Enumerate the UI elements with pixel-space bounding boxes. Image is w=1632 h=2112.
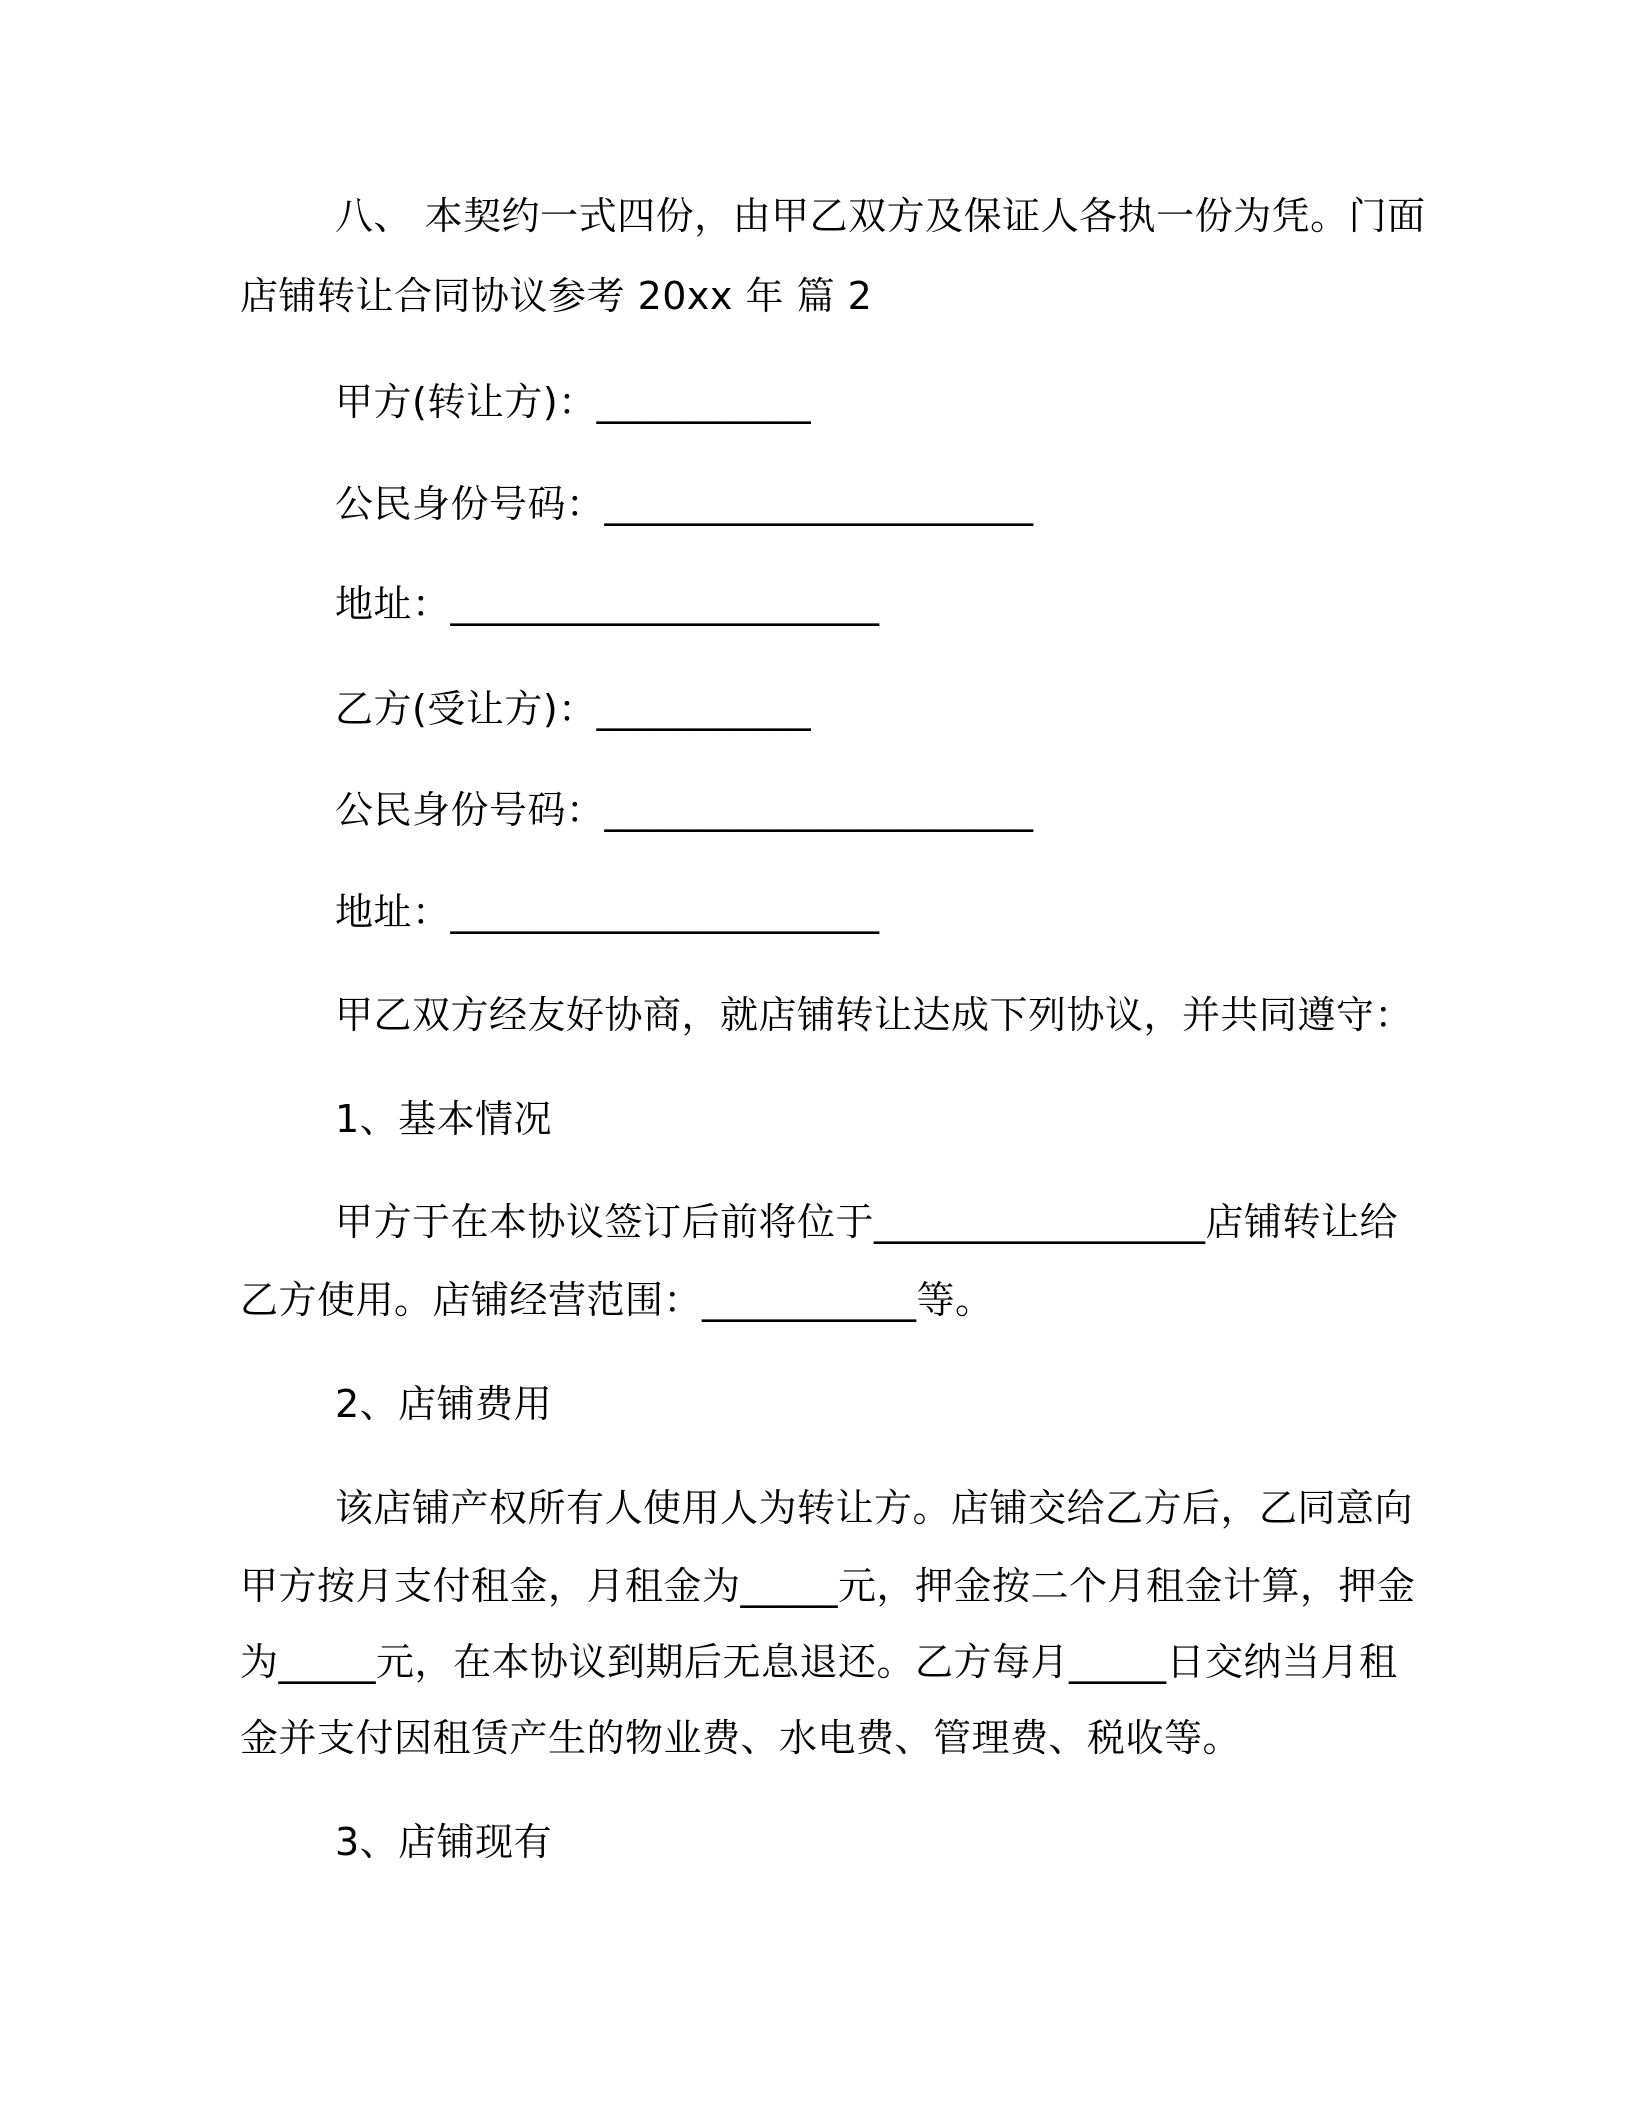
agreement-intro: 甲乙双方经友好协商，就店铺转让达成下列协议，并共同遵守： <box>335 993 1414 1037</box>
party-b-address: 地址：______________________ <box>335 890 880 934</box>
party-a-address: 地址：______________________ <box>335 582 880 626</box>
section-3-heading: 3、店铺现有 <box>335 1820 553 1864</box>
party-a-label: 甲方(转让方)：___________ <box>335 380 812 424</box>
section-2-text-line-4: 金并支付因租赁产生的物业费、水电费、管理费、税收等。 <box>240 1716 1242 1760</box>
party-b-label: 乙方(受让方)：___________ <box>335 687 812 731</box>
section-2-text-line-2: 甲方按月支付租金，月租金为_____元，押金按二个月租金计算，押金 <box>240 1564 1416 1608</box>
section-2-text-line-1: 该店铺产权所有人使用人为转让方。店铺交给乙方后，乙同意向 <box>335 1486 1414 1530</box>
clause-8-text-line-1: 八、 本契约一式四份，由甲乙双方及保证人各执一份为凭。门面 <box>335 194 1426 238</box>
section-2-heading: 2、店铺费用 <box>335 1382 553 1426</box>
document-title-line: 店铺转让合同协议参考 20xx 年 篇 2 <box>240 274 873 318</box>
party-a-id-number: 公民身份号码：______________________ <box>335 482 1034 526</box>
party-b-id-number: 公民身份号码：______________________ <box>335 788 1034 832</box>
section-1-heading: 1、基本情况 <box>335 1097 553 1141</box>
section-2-text-line-3: 为_____元，在本协议到期后无息退还。乙方每月_____日交纳当月租 <box>240 1640 1398 1684</box>
section-1-text-line-2: 乙方使用。店铺经营范围：___________等。 <box>240 1278 994 1322</box>
section-1-text-line-1: 甲方于在本协议签订后前将位于_________________店铺转让给 <box>335 1200 1399 1244</box>
